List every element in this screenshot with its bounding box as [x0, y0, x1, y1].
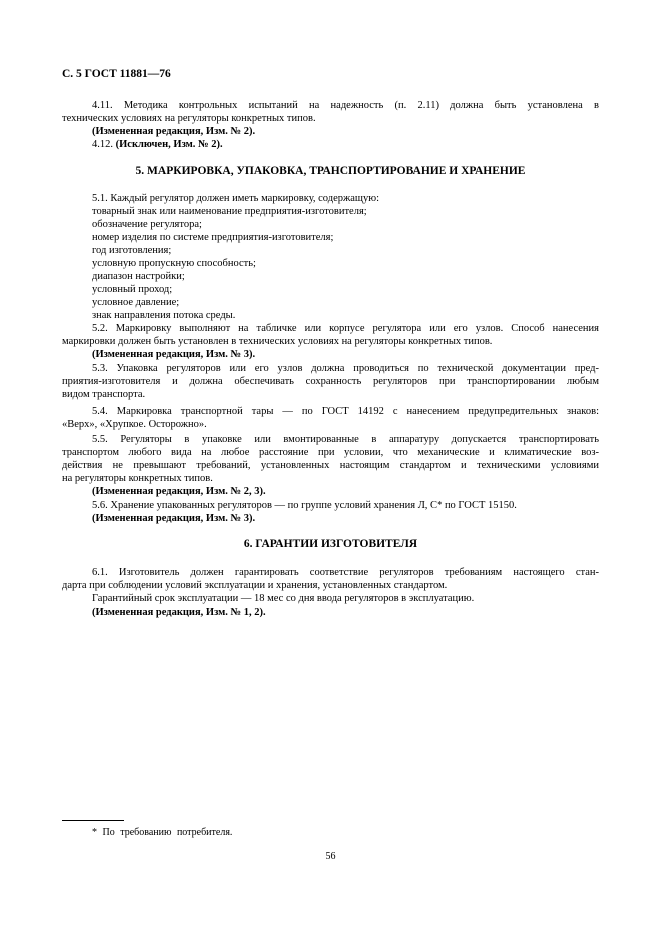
amendment-note: (Измененная редакция, Изм. № 3). [92, 513, 256, 524]
paragraph-5-2-line-1: 5.2. Маркировку выполняют на табличке или корпусе регулятора или его узлов. Способ нанесения [92, 323, 599, 334]
paragraph-6-1-line-1: 6.1. Изготовитель должен гарантировать соответствие регуляторов требованиям настоящего стан- [92, 567, 599, 578]
amendment-note: (Измененная редакция, Изм. № 3). [92, 349, 256, 360]
amendment-note: (Измененная редакция, Изм. № 2, 3). [92, 486, 266, 497]
paragraph-5-4-line-2: «Верх», «Хрупкое. Осторожно». [62, 419, 207, 430]
paragraph-5-4-line-1: 5.4. Маркировка транспортной тары — по ГОСТ 14192 с нанесением предупредительных знаков: [92, 406, 599, 417]
paragraph-5-3-line-1: 5.3. Упаковка регуляторов или его узлов должна проводиться по технической документации пред- [92, 363, 599, 374]
marking-item: условную пропускную способность; [92, 258, 256, 269]
paragraph-5-1-line: 5.1. Каждый регулятор должен иметь маркировку, содержащую: [92, 193, 380, 204]
marking-item: год изготовления; [92, 245, 172, 256]
paragraph-4-11-line-2: технических условиях на регуляторы конкретных типов. [62, 113, 316, 124]
excluded-note: (Исключен, Изм. № 2). [115, 139, 223, 150]
paragraph-5-5-line-2: транспортом любого вида на любое расстояние при условии, что механические и климатические воз- [62, 447, 599, 458]
paragraph-5-5-line-4: на регуляторы конкретных типов. [62, 473, 213, 484]
paragraph-5-3-line-2: приятия-изготовителя и должна обеспечивать сохранность регуляторов при транспортировании любым [62, 376, 599, 387]
paragraph-5-5-line-3: действия не превышают требований, установленных настоящим стандартом и техническими условиями [62, 460, 599, 471]
section-5-title: 5. МАРКИРОВКА, УПАКОВКА, ТРАНСПОРТИРОВАНИЕ И ХРАНЕНИЕ [135, 165, 526, 177]
marking-item: обозначение регулятора; [92, 219, 202, 230]
paragraph-4-11-line-1: 4.11. Методика контрольных испытаний на надежность (п. 2.11) должна быть установлена в [92, 100, 599, 111]
paragraph-5-3-line-3: видом транспорта. [62, 389, 146, 400]
paragraph-number: 4.12. [92, 139, 113, 150]
footnote: * По требованию потребителя. [92, 827, 233, 838]
paragraph-5-2-line-2: маркировки должен быть установлен в технических условиях на регуляторы конкретных типов. [62, 336, 493, 347]
footnote-divider [62, 820, 124, 821]
marking-item: знак направления потока среды. [92, 310, 236, 321]
amendment-note: (Измененная редакция, Изм. № 1, 2). [92, 607, 266, 618]
marking-item: диапазон настройки; [92, 271, 185, 282]
paragraph-6-1-line-2: дарта при соблюдении условий эксплуатации и хранения, установленных стандартом. [62, 580, 448, 591]
marking-item: номер изделия по системе предприятия-изготовителя; [92, 232, 334, 243]
page-number: 56 [325, 851, 336, 862]
marking-item: условное давление; [92, 297, 180, 308]
marking-item: товарный знак или наименование предприятия-изготовителя; [92, 206, 367, 217]
paragraph-5-5-line-1: 5.5. Регуляторы в упаковке или вмонтированные в аппаратуру допускается транспортировать [92, 434, 599, 445]
paragraph-4-12 [92, 138, 223, 151]
section-6-title: 6. ГАРАНТИИ ИЗГОТОВИТЕЛЯ [243, 538, 418, 550]
paragraph-5-6: 5.6. Хранение упакованных регуляторов — по группе условий хранения Л, С* по ГОСТ 15150. [92, 500, 517, 511]
marking-item: условный проход; [92, 284, 173, 295]
amendment-note: (Измененная редакция, Изм. № 2). [92, 126, 256, 137]
warranty-period: Гарантийный срок эксплуатации — 18 мес со дня ввода регуляторов в эксплуатацию. [92, 593, 475, 604]
page-header: С. 5 ГОСТ 11881—76 [62, 68, 171, 80]
